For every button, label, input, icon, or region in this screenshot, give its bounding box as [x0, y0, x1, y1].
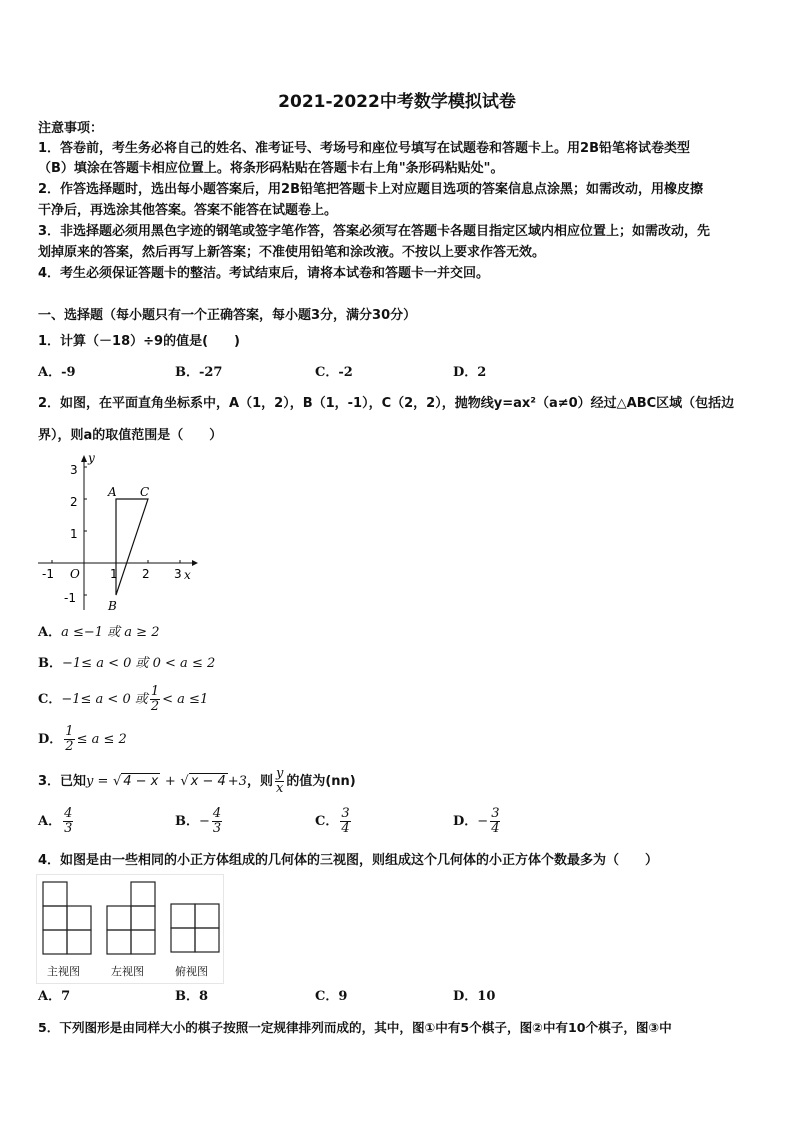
- fraction: $\frac{4}{3}$: [64, 806, 73, 836]
- q4-option-c: C．9: [315, 989, 348, 1004]
- q3-option-b: B．− $\frac{4}{3}$: [175, 806, 222, 836]
- x-tick-label: 2: [142, 567, 150, 581]
- front-view-label: 主视图: [47, 965, 80, 978]
- question-3-stem: 3．已知y = √ 4 − x + √ x − 4 +3，则 $\frac{y}{x}$ 的值为(nn): [38, 766, 356, 796]
- x-tick-label: 1: [110, 567, 118, 581]
- q2-option-a: A．a ≤−1 或 a ≥ 2: [38, 625, 160, 640]
- x-axis-arrow: [192, 560, 198, 566]
- q1-option-c: C．-2: [315, 365, 353, 380]
- notice-line: 干净后，再选涂其他答案。答案不能答在试题卷上。: [38, 203, 338, 218]
- question-2-stem: 2．如图，在平面直角坐标系中，A（1，2），B（1，-1），C（2，2），抛物线y=ax²（a≠0）经过△ABC区域（包括边: [38, 396, 735, 411]
- fraction: $\frac{y}{x}$: [275, 766, 284, 796]
- three-views-figure: [36, 874, 224, 984]
- q2-option-c: C．−1≤ a < 0 或 $\frac{1}{2}$ < a ≤1: [38, 684, 209, 714]
- y-tick-label: -1: [64, 591, 76, 605]
- y-tick-label: 1: [70, 527, 78, 541]
- section-heading: 一、选择题（每小题只有一个正确答案，每小题3分，满分30分）: [38, 308, 417, 323]
- fraction: $\frac{4}{3}$: [212, 806, 222, 836]
- q1-option-a: A．-9: [38, 365, 76, 380]
- top-view-label: 俯视图: [175, 965, 208, 978]
- y-axis-arrow: [81, 455, 87, 462]
- q4-option-d: D．10: [453, 989, 496, 1004]
- fraction: $\frac{3}{4}$: [491, 806, 500, 836]
- notice-line: 4．考生必须保证答题卡的整洁。考试结束后，请将本试卷和答题卡一并交回。: [38, 266, 490, 281]
- x-tick-label: 3: [174, 567, 182, 581]
- fraction: $\frac{3}{4}$: [341, 806, 350, 836]
- page-title: 2021-2022中考数学模拟试卷: [278, 92, 516, 112]
- notice-line: 3．非选择题必须用黑色字迹的钢笔或签字笔作答，答案必须写在答题卡各题目指定区域内相应位置上；如需改动，先: [38, 224, 711, 239]
- y-tick-label: 3: [70, 463, 78, 477]
- point-b-label: B: [108, 599, 117, 613]
- q2-option-b: B．−1≤ a < 0 或 0 < a ≤ 2: [38, 656, 216, 671]
- notice-line: 划掉原来的答案，然后再写上新答案；不准使用铅笔和涂改液。不按以上要求作答无效。: [38, 245, 546, 260]
- notice-line: （B）填涂在答题卡相应位置上。将条形码粘贴在答题卡右上角"条形码粘贴处"。: [38, 161, 504, 176]
- point-a-label: A: [108, 485, 117, 499]
- q2-option-d: D． $\frac{1}{2}$ ≤ a ≤ 2: [38, 724, 127, 754]
- fraction: $\frac{1}{2}$: [65, 724, 74, 754]
- three-views-drawing: [37, 875, 223, 961]
- y-tick-label: 2: [70, 495, 78, 509]
- q3-option-a: A． $\frac{4}{3}$: [38, 806, 73, 836]
- point-c-label: C: [140, 485, 150, 499]
- q1-option-b: B．-27: [175, 365, 223, 380]
- notice-line: 2．作答选择题时，选出每小题答案后，用2B铅笔把答题卡上对应题目选项的答案信息点涂黑；如需改动，用橡皮擦: [38, 182, 704, 197]
- question-1-stem: 1．计算（－18）÷9的值是( ): [38, 334, 240, 349]
- fraction: $\frac{1}{2}$: [150, 684, 160, 714]
- question-2-stem: 界），则a的取值范围是（ ）: [38, 428, 223, 443]
- notice-line: 1．答卷前，考生务必将自己的姓名、准考证号、考场号和座位号填写在试题卷和答题卡上。用2B铅笔将试卷类型: [38, 141, 691, 156]
- side-view-label: 左视图: [111, 965, 144, 978]
- q4-option-b: B．8: [175, 989, 209, 1004]
- x-axis-label: x: [184, 568, 191, 582]
- notice-heading: 注意事项：: [38, 121, 104, 136]
- q3-option-c: C． $\frac{3}{4}$: [315, 806, 350, 836]
- origin-label: O: [70, 567, 80, 581]
- y-axis-label: y: [88, 451, 95, 465]
- x-tick-label: -1: [42, 567, 54, 581]
- q1-option-d: D．2: [453, 365, 487, 380]
- q4-option-a: A．7: [38, 989, 71, 1004]
- question-4-stem: 4．如图是由一些相同的小正方体组成的几何体的三视图，则组成这个几何体的小正方体个数最多为（ ）: [38, 853, 659, 868]
- coordinate-graph: [34, 450, 200, 616]
- question-5-stem: 5．下列图形是由同样大小的棋子按照一定规律排列而成的，其中，图①中有5个棋子，图②中有10个棋子，图③中: [38, 1020, 672, 1035]
- q3-option-d: D．− $\frac{3}{4}$: [453, 806, 500, 836]
